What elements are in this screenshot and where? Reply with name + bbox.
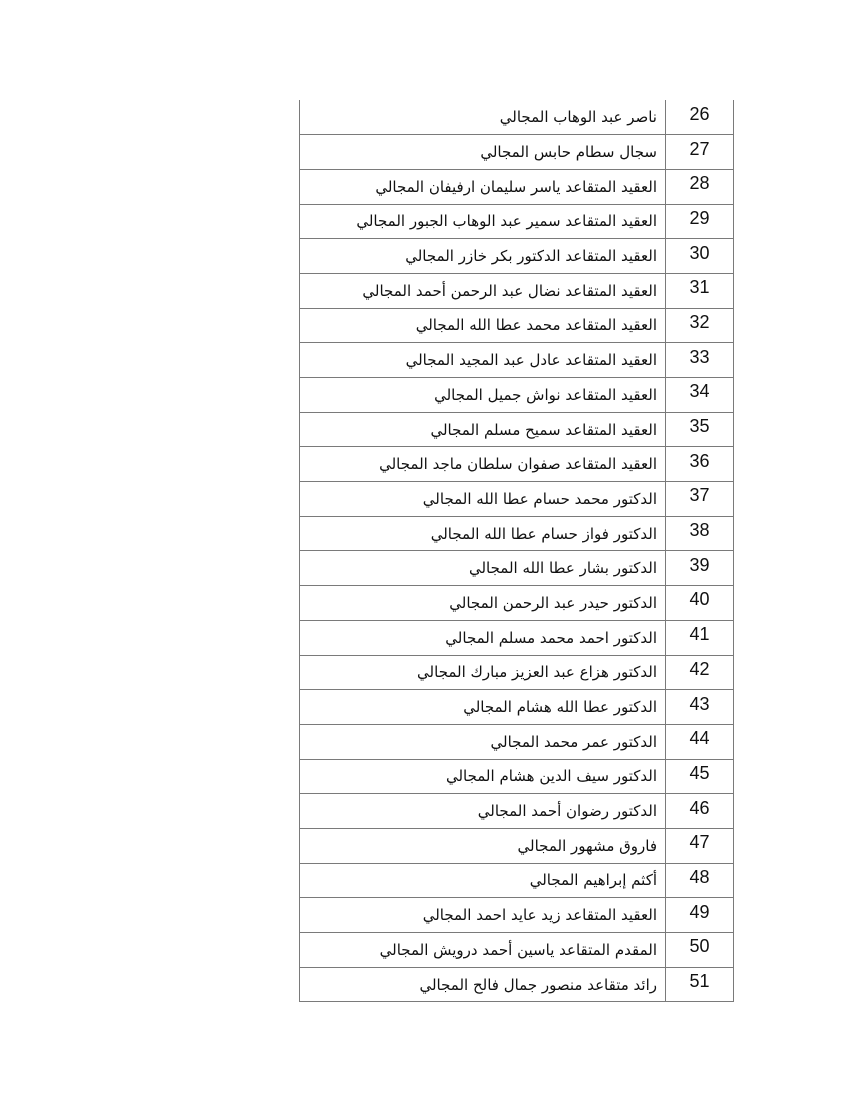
- table-row: [300, 343, 734, 378]
- row-number-cell: 28: [666, 169, 734, 204]
- row-number-cell: 45: [666, 759, 734, 794]
- table-row: [300, 135, 734, 170]
- table-row: [300, 586, 734, 621]
- row-number-cell: 48: [666, 863, 734, 898]
- table-row: [300, 863, 734, 898]
- row-number-cell: 34: [666, 378, 734, 413]
- name-cell: العقيد المتقاعد سميح مسلم المجالي: [300, 412, 666, 447]
- row-number-cell: 44: [666, 724, 734, 759]
- table-row: [300, 690, 734, 725]
- name-cell: العقيد المتقاعد محمد عطا الله المجالي: [300, 308, 666, 343]
- name-cell: العقيد المتقاعد سمير عبد الوهاب الجبور المجالي: [300, 204, 666, 239]
- name-cell: الدكتور عطا الله هشام المجالي: [300, 690, 666, 725]
- table-row: [300, 273, 734, 308]
- row-number-cell: 30: [666, 239, 734, 274]
- name-cell: الدكتور فواز حسام عطا الله المجالي: [300, 516, 666, 551]
- name-cell: الدكتور حيدر عبد الرحمن المجالي: [300, 586, 666, 621]
- name-cell: الدكتور سيف الدين هشام المجالي: [300, 759, 666, 794]
- table-row: [300, 378, 734, 413]
- table-row: [300, 655, 734, 690]
- row-number-cell: 41: [666, 620, 734, 655]
- table-row: [300, 551, 734, 586]
- name-cell: الدكتور رضوان أحمد المجالي: [300, 794, 666, 829]
- table-row: [300, 169, 734, 204]
- row-number-cell: 40: [666, 586, 734, 621]
- table-row: [300, 516, 734, 551]
- table-row: [300, 759, 734, 794]
- row-number-cell: 29: [666, 204, 734, 239]
- table-row: [300, 204, 734, 239]
- row-number-cell: 31: [666, 273, 734, 308]
- name-cell: رائد متقاعد منصور جمال فالح المجالي: [300, 967, 666, 1002]
- row-number-cell: 36: [666, 447, 734, 482]
- name-cell: أكثم إبراهيم المجالي: [300, 863, 666, 898]
- name-cell: الدكتور بشار عطا الله المجالي: [300, 551, 666, 586]
- name-cell: العقيد المتقاعد صفوان سلطان ماجد المجالي: [300, 447, 666, 482]
- row-number-cell: 26: [666, 100, 734, 135]
- row-number-cell: 27: [666, 135, 734, 170]
- name-cell: ناصر عبد الوهاب المجالي: [300, 100, 666, 135]
- table-row: [300, 898, 734, 933]
- row-number-cell: 47: [666, 828, 734, 863]
- row-number-cell: 33: [666, 343, 734, 378]
- name-cell: العقيد المتقاعد نضال عبد الرحمن أحمد المجالي: [300, 273, 666, 308]
- name-cell: المقدم المتقاعد ياسين أحمد درويش المجالي: [300, 933, 666, 968]
- row-number-cell: 32: [666, 308, 734, 343]
- names-table-body: [300, 100, 734, 1002]
- name-cell: الدكتور محمد حسام عطا الله المجالي: [300, 482, 666, 517]
- table-row: [300, 620, 734, 655]
- table-row: [300, 100, 734, 135]
- name-cell: العقيد المتقاعد نواش جميل المجالي: [300, 378, 666, 413]
- table-row: [300, 482, 734, 517]
- table-row: [300, 933, 734, 968]
- name-cell: الدكتور احمد محمد مسلم المجالي: [300, 620, 666, 655]
- name-cell: العقيد المتقاعد زيد عايد احمد المجالي: [300, 898, 666, 933]
- table-row: [300, 412, 734, 447]
- row-number-cell: 51: [666, 967, 734, 1002]
- row-number-cell: 46: [666, 794, 734, 829]
- table-row: [300, 794, 734, 829]
- name-cell: العقيد المتقاعد عادل عبد المجيد المجالي: [300, 343, 666, 378]
- name-cell: العقيد المتقاعد ياسر سليمان ارفيفان المجالي: [300, 169, 666, 204]
- name-cell: سجال سطام حابس المجالي: [300, 135, 666, 170]
- table-row: [300, 828, 734, 863]
- names-table: [299, 100, 734, 1002]
- row-number-cell: 37: [666, 482, 734, 517]
- name-cell: الدكتور هزاع عبد العزيز مبارك المجالي: [300, 655, 666, 690]
- row-number-cell: 35: [666, 412, 734, 447]
- row-number-cell: 43: [666, 690, 734, 725]
- table-row: [300, 724, 734, 759]
- row-number-cell: 49: [666, 898, 734, 933]
- row-number-cell: 50: [666, 933, 734, 968]
- name-cell: فاروق مشهور المجالي: [300, 828, 666, 863]
- table-row: [300, 239, 734, 274]
- name-cell: العقيد المتقاعد الدكتور بكر خازر المجالي: [300, 239, 666, 274]
- table-row: [300, 967, 734, 1002]
- row-number-cell: 42: [666, 655, 734, 690]
- name-cell: الدكتور عمر محمد المجالي: [300, 724, 666, 759]
- table-row: [300, 308, 734, 343]
- row-number-cell: 39: [666, 551, 734, 586]
- table-row: [300, 447, 734, 482]
- row-number-cell: 38: [666, 516, 734, 551]
